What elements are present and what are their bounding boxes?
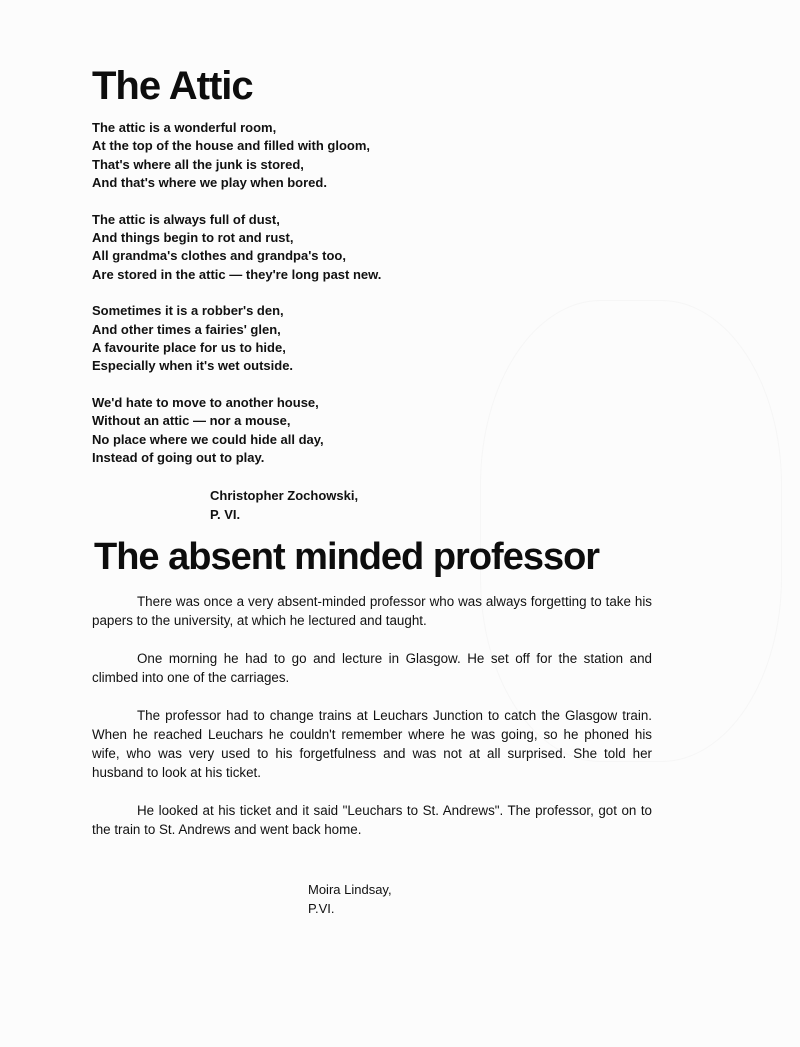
- poem-line: The attic is always full of dust,: [92, 211, 280, 227]
- poem-line: Instead of going out to play.: [92, 450, 265, 466]
- poem-line: Sometimes it is a robber's den,: [92, 303, 284, 319]
- poem-line: That's where all the junk is stored,: [92, 156, 304, 172]
- poem-line: Especially when it's wet outside.: [92, 358, 294, 374]
- attic-title: The Attic: [92, 64, 253, 108]
- poem-line: And things begin to rot and rust,: [92, 230, 294, 246]
- poem-line: The attic is a wonderful room,: [92, 120, 277, 135]
- poem-line: Without an attic — nor a mouse,: [92, 413, 291, 429]
- poem-line: A favourite place for us to hide,: [92, 340, 286, 356]
- poem-line: And other times a fairies' glen,: [92, 321, 281, 337]
- poem-line: All grandma's clothes and grandpa's too,: [92, 248, 346, 264]
- author-class: P.VI.: [308, 901, 335, 916]
- professor-title: The absent minded professor: [94, 536, 600, 578]
- author-name: Christopher Zochowski,: [210, 488, 359, 503]
- author-class: P. VI.: [210, 507, 241, 522]
- story-paragraph: There was once a very absent-minded professor who was always forgetting to take his papers to the university, at which he lectured and taught.: [92, 594, 652, 628]
- author-name: Moira Lindsay,: [308, 882, 392, 897]
- attic-poem: [92, 119, 381, 486]
- poem-line: We'd hate to move to another house,: [92, 394, 319, 410]
- story-paragraph: One morning he had to go and lecture in Glasgow. He set off for the station and climbed into one of the carriages.: [92, 651, 652, 685]
- poem-stanza-2: [92, 211, 381, 285]
- professor-signature: [308, 880, 392, 918]
- poem-stanza-3: [92, 302, 381, 376]
- poem-line: No place where we could hide all day,: [92, 431, 324, 447]
- story-paragraph: The professor had to change trains at Leuchars Junction to catch the Glasgow train. When he reached Leuchars he couldn't remember where he was going, so he phoned his wife, who was very used to his forgetfulness and was not at all surprised. She told her husband to look at his ticket.: [92, 708, 652, 780]
- professor-story: [92, 592, 652, 858]
- poem-line: And that's where we play when bored.: [92, 175, 327, 191]
- poem-stanza-4: [92, 394, 381, 468]
- story-paragraph: He looked at his ticket and it said "Leuchars to St. Andrews". The professor, got on to the train to St. Andrews and went back home.: [92, 803, 652, 837]
- poem-stanza-1: [92, 119, 381, 193]
- poem-line: At the top of the house and filled with gloom,: [92, 138, 371, 154]
- attic-signature: [210, 486, 358, 524]
- poem-line: Are stored in the attic — they're long past new.: [92, 266, 382, 282]
